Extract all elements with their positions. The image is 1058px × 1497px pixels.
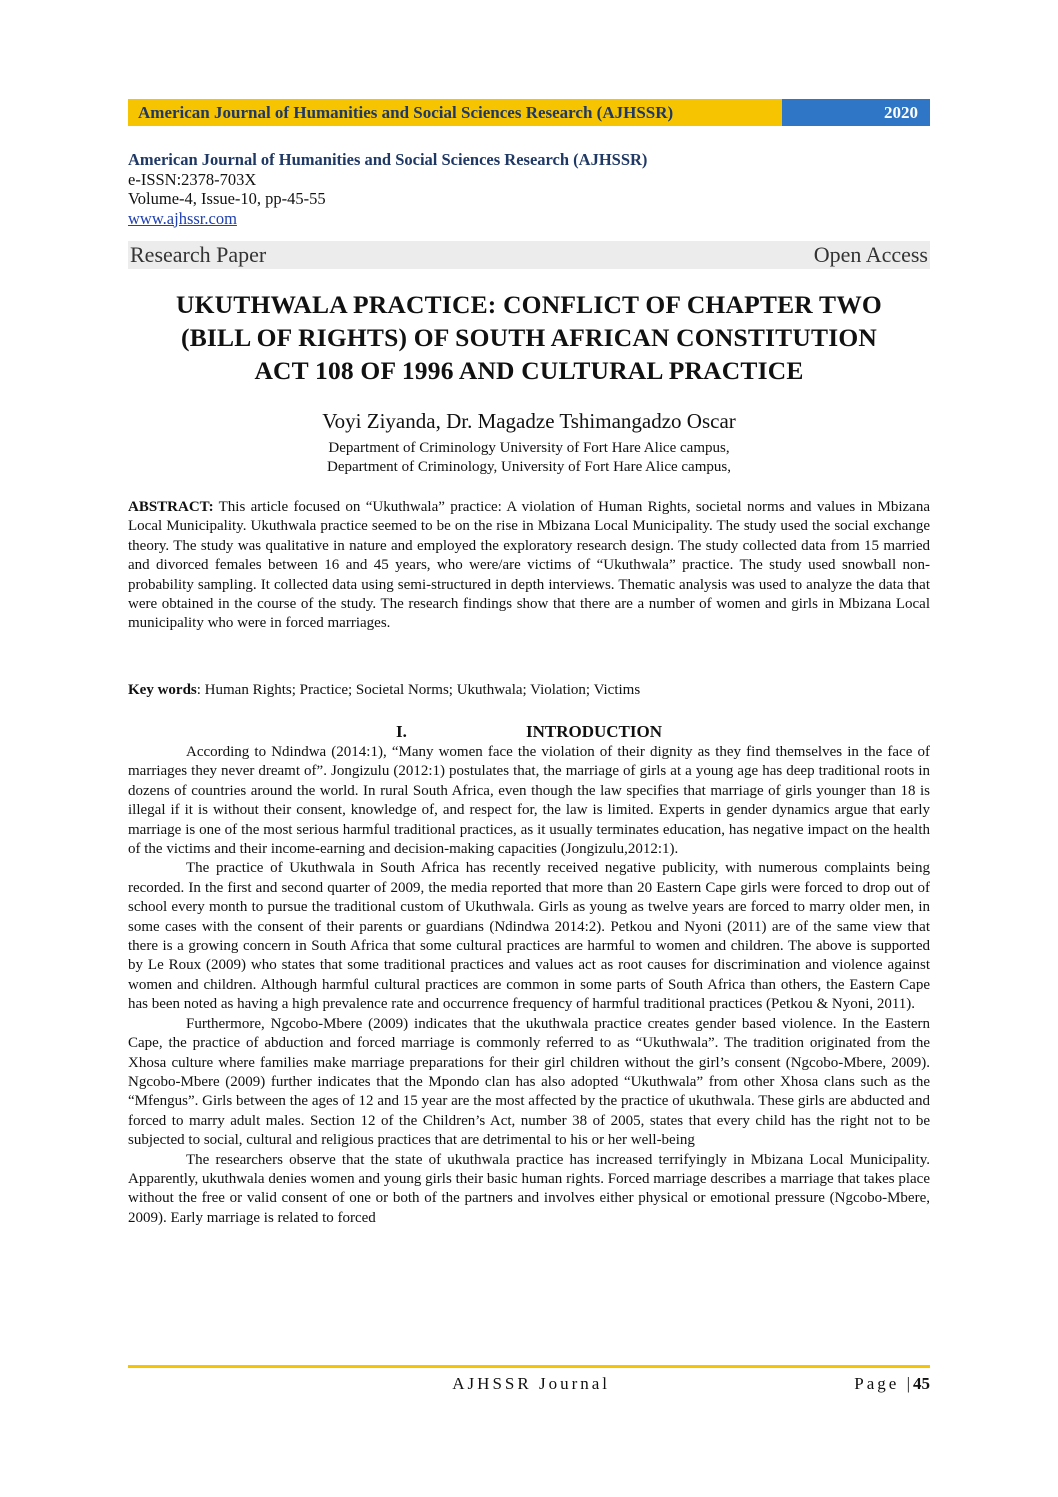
abstract-text: This article focused on “Ukuthwala” practice: A violation of Human Rights, societal norms and values in Mbizana Local Municipality. Ukuthwala practice seemed to be on the rise in Mbizana Local Municipality. The study used the social exchange theory. The study was qualitative in nature and employed the exploratory research design. The study collected data from 15 married and divorced females between 16 and 45 years, who were/are victims of “Ukuthwala” practice. The study used snowball non-probability sampling. It collected data using semi-structured in depth interviews. Thematic analysis was used to analyze the data that were obtained in the course of the study. The research findings show that there are a number of women and girls in Mbizana Local municipality who were in forced marriages. — [128, 499, 930, 632]
abstract — [128, 498, 930, 634]
keywords-label: Key words — [128, 682, 197, 698]
page-footer — [128, 1374, 930, 1394]
affiliation: Department of Criminology University of Fort Hare Alice campus, — [328, 440, 730, 456]
section-heading — [128, 722, 930, 742]
section-title: INTRODUCTION — [525, 722, 663, 741]
title-line: ACT 108 OF 1996 AND CULTURAL PRACTICE — [254, 356, 804, 385]
journal-url-link[interactable]: www.ajhssr.com — [128, 208, 237, 228]
keywords — [128, 682, 930, 699]
authors: Voyi Ziyanda, Dr. Magadze Tshimangadzo Oscar — [322, 409, 736, 433]
footer-divider — [128, 1365, 930, 1368]
title-line: (BILL OF RIGHTS) OF SOUTH AFRICAN CONSTITUTION — [181, 323, 877, 352]
page-number: 45 — [913, 1374, 930, 1393]
running-header — [128, 99, 930, 126]
paper-title — [128, 288, 930, 387]
journal-name: American Journal of Humanities and Social Sciences Research (AJHSSR) — [128, 150, 648, 169]
footer-page — [854, 1374, 930, 1394]
keywords-text: : Human Rights; Practice; Societal Norms; Ukuthwala; Violation; Victims — [196, 682, 641, 698]
volume-info: Volume-4, Issue-10, pp-45-55 — [128, 189, 326, 208]
body-paragraph: According to Ndindwa (2014:1), “Many women face the violation of their dignity as they find themselves in the face of marriages they never dreamt of”. Jongizulu (2012:1) postulates that, the marriage of girls at a young age has deep traditional roots in dozens of countries around the world. In rural South Africa, even though the law specifies that marriage of girls younger than 18 is illegal if it is without their consent, knowledge of, and respect for, the law is limited. Experts in gender dynamics argue that early marriage is one of the most serious harmful traditional practices, as it usually terminates education, has negative impact on the health of the victims and their income-earning and decision-making capacities (Jongizulu,2012:1). — [128, 744, 930, 858]
journal-meta — [128, 150, 930, 228]
running-header-journal: American Journal of Humanities and Social Sciences Research (AJHSSR) — [128, 99, 782, 126]
open-access-label: Open Access — [813, 242, 928, 267]
body-paragraph: The practice of Ukuthwala in South Africa has recently received negative publicity, with numerous complaints being recorded. In the first and second quarter of 2009, the media reported that more than 20 Eastern Cape girls were forced to drop out of school every month to pursue the traditional custom of Ukuthwala. Girls as young as twelve years are forced to marry older men, in some cases with the consent of their parents or guardians (Ndindwa 2014:2). Petkou and Nyoni (2011) are of the same view that there is a growing concern in South Africa that some cultural practices are harmful to women and children. The above is supported by Le Roux (2009) who states that some traditional practices and values act as root causes for discrimination and violence against women and children. Although harmful cultural practices are common in some parts of South Africa than others, the Eastern Cape has been noted as having a high prevalence rate and occurrence frequency of harmful traditional practices (Petkou & Nyoni, 2011). — [128, 860, 930, 1013]
body-paragraph: The researchers observe that the state of ukuthwala practice has increased terrifyingly in Mbizana Local Municipality. Apparently, ukuthwala denies women and young girls their basic human rights. Forced marriage describes a marriage that takes place without the free or valid consent of one or both of the partners and involves either physical or emotional pressure (Ngcobo-Mbere, 2009). Early marriage is related to forced — [128, 1151, 930, 1226]
page-label: Page | — [854, 1374, 913, 1393]
paper-type-label: Research Paper — [130, 242, 267, 267]
body-paragraph: Furthermore, Ngcobo-Mbere (2009) indicates that the ukuthwala practice creates gender based violence. In the Eastern Cape, the practice of abduction and forced marriage is commonly referred to as “Ukuthwala”. The tradition originated from the Xhosa culture where families make marriage preparations for their girl children without the girl’s consent (Ngcobo-Mbere, 2009). Ngcobo-Mbere (2009) further indicates that the Mpondo clan has also adopted “Ukuthwala” from other Xhosa clans such as the “Mfengus”. Girls between the ages of 12 and 15 year are the most affected by the practice of ukuthwala. These girls are abducted and forced to marry adult males. Section 12 of the Children’s Act, number 38 of 2005, states that every child has the right not to be subjected to social, cultural and religious practices that are detrimental to his or her well-being — [128, 1015, 930, 1149]
affiliation: Department of Criminology, University of Fort Hare Alice campus, — [327, 459, 731, 475]
section-number: I. — [395, 722, 407, 741]
paper-type-bar — [128, 241, 930, 269]
issn: e-ISSN:2378-703X — [128, 169, 257, 189]
abstract-label: ABSTRACT: — [128, 499, 214, 515]
introduction-body — [128, 743, 930, 1228]
title-line: UKUTHWALA PRACTICE: CONFLICT OF CHAPTER TWO — [176, 290, 882, 319]
footer-journal: AJHSSR Journal — [452, 1374, 610, 1393]
running-header-year: 2020 — [782, 99, 930, 126]
